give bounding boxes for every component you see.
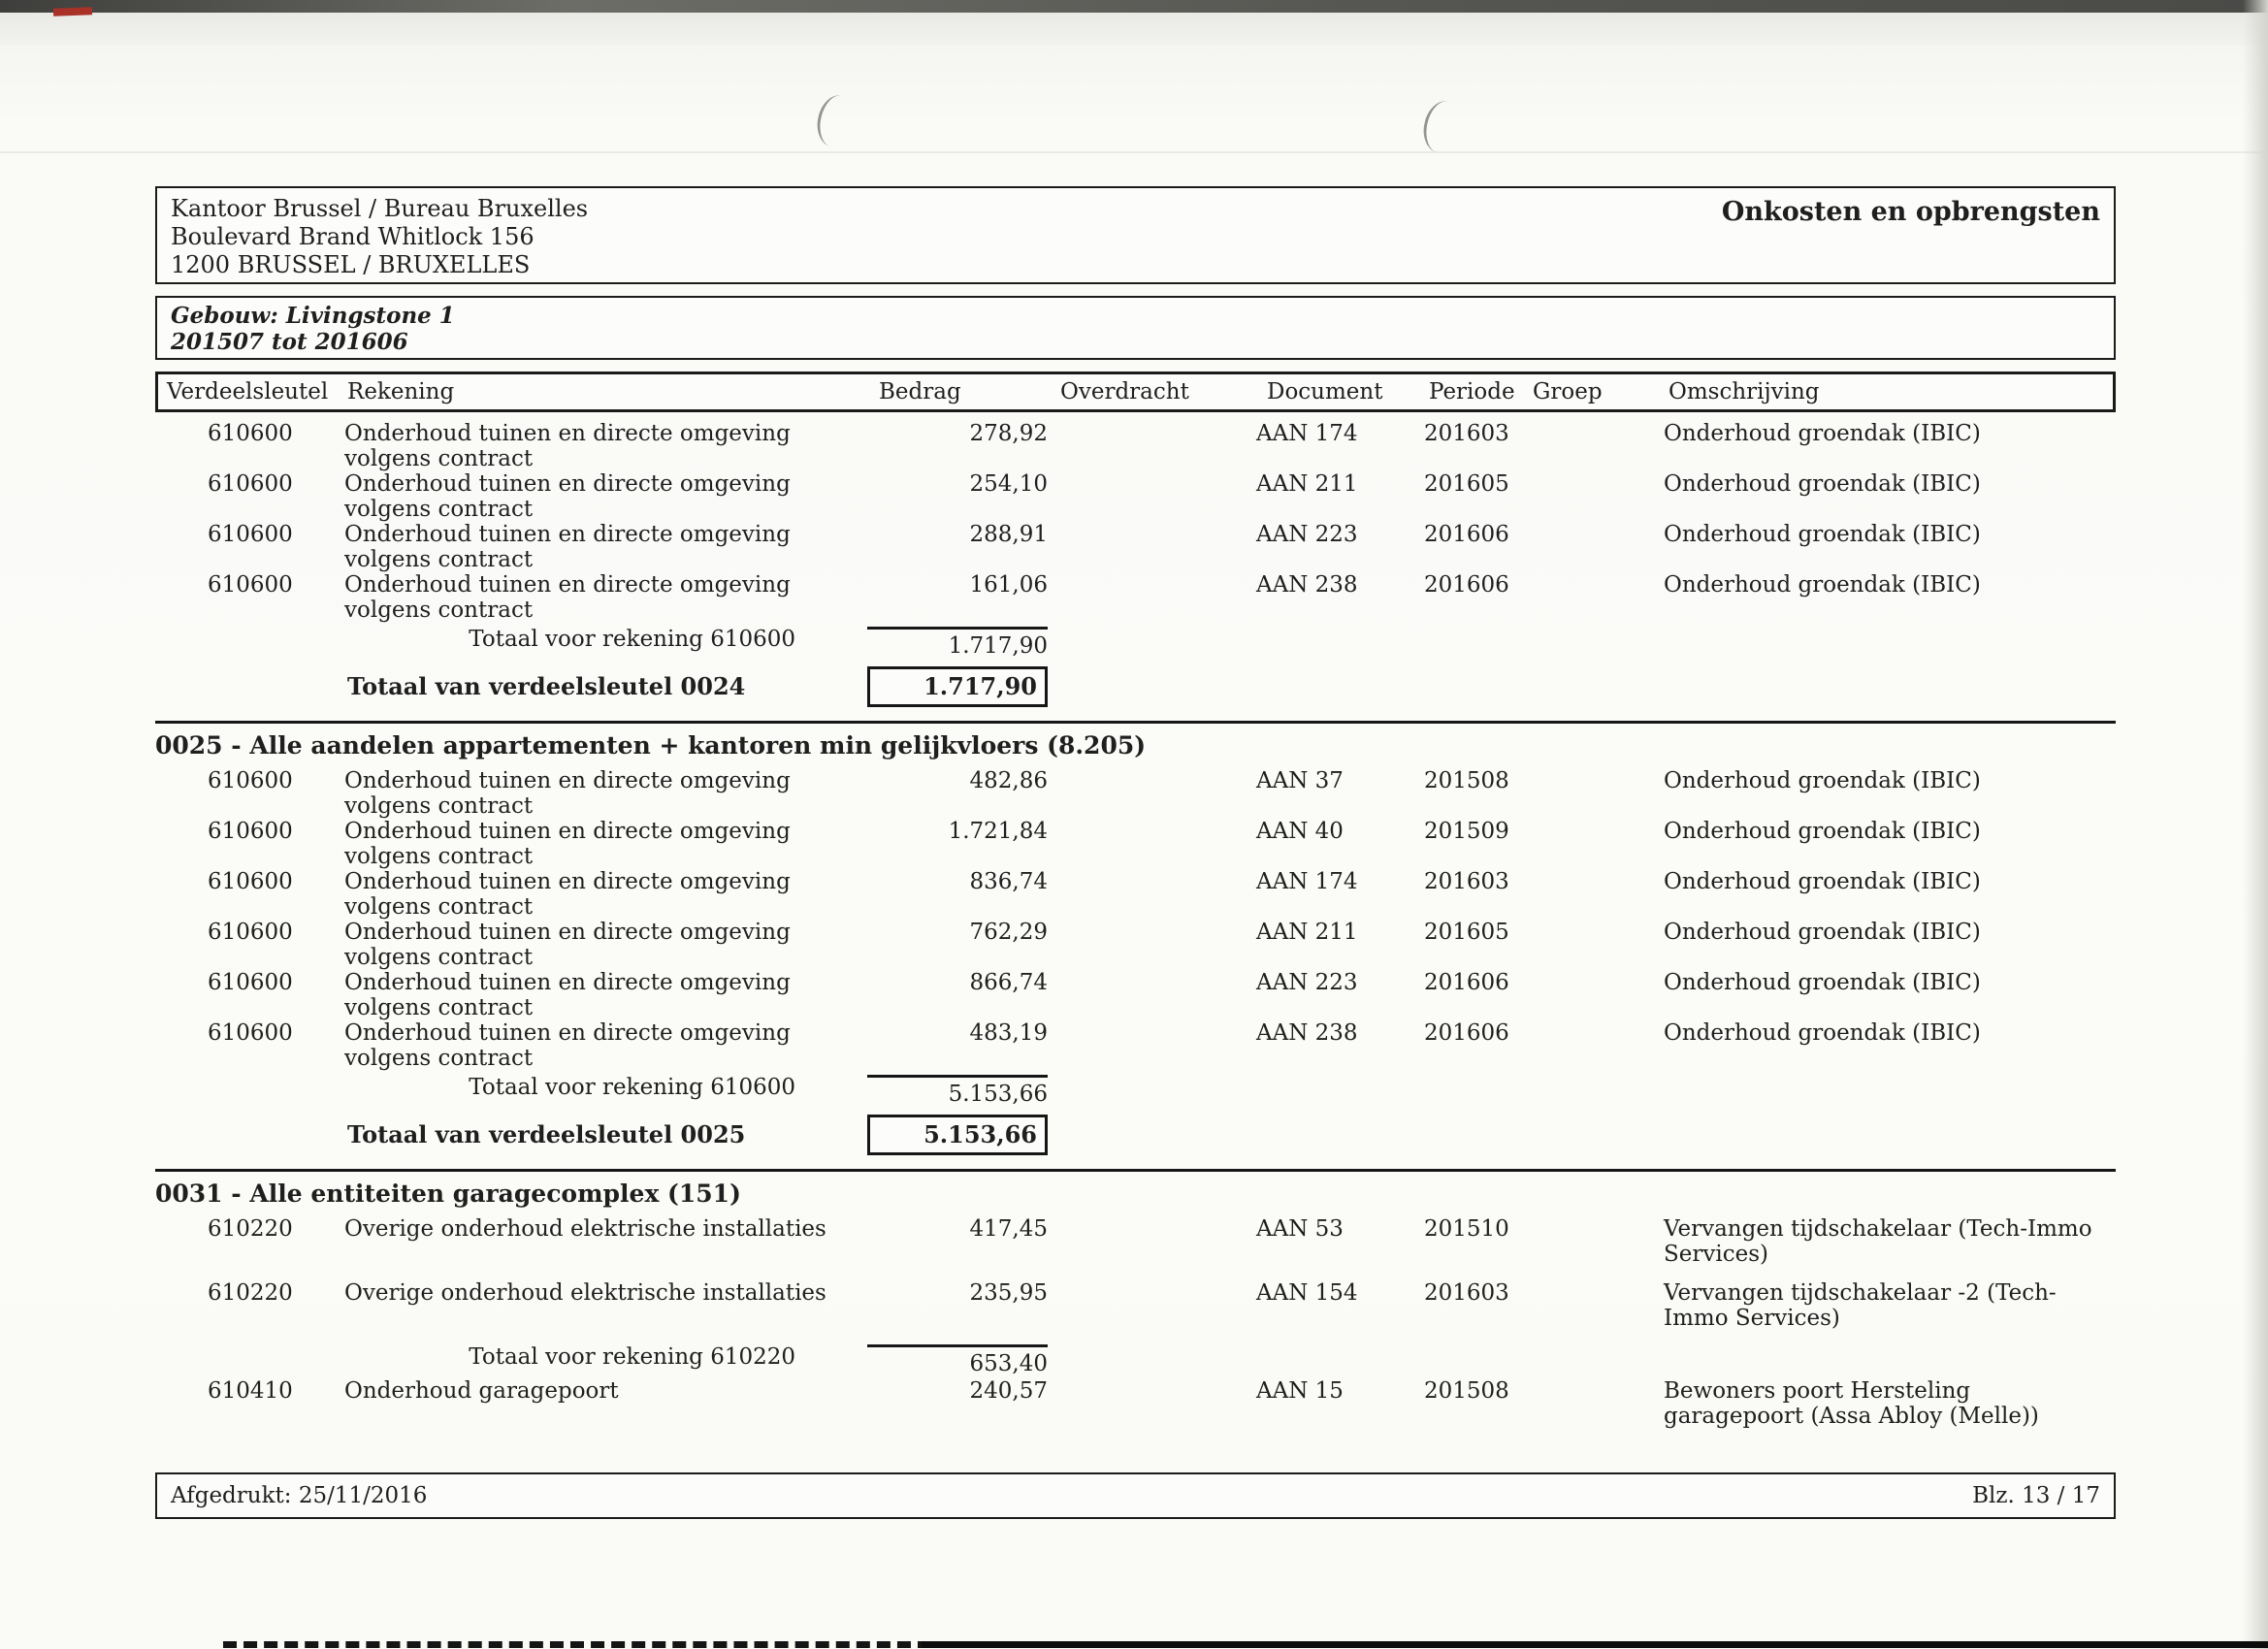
column-header-rekening: Rekening bbox=[347, 379, 455, 404]
table-row bbox=[155, 572, 2116, 623]
building-name: Gebouw: Livingstone 1 bbox=[171, 303, 455, 329]
cell-groep bbox=[1528, 471, 1659, 522]
cell-verdeelsleutel: 610600 bbox=[208, 970, 293, 995]
cell-bedrag: 254,10 bbox=[969, 471, 1048, 497]
cell-verdeelsleutel: 610600 bbox=[208, 819, 293, 844]
cell-rekening: Onderhoud tuinen en directe omgeving volgens contract bbox=[344, 970, 791, 1020]
total-label: Totaal van verdeelsleutel 0024 bbox=[347, 672, 746, 700]
cell-omschrijving: Onderhoud groendak (IBIC) bbox=[1664, 970, 1981, 995]
office-name: Kantoor Brussel / Bureau Bruxelles bbox=[171, 195, 589, 222]
cell-periode: 201606 bbox=[1424, 522, 1509, 547]
total-amount-box: 1.717,90 bbox=[867, 666, 1048, 707]
binder-curve-mark bbox=[813, 92, 860, 151]
cell-groep bbox=[1528, 1020, 1659, 1071]
cell-periode: 201606 bbox=[1424, 970, 1509, 995]
cell-document: AAN 238 bbox=[1256, 1020, 1358, 1046]
cell-rekening: Onderhoud tuinen en directe omgeving volgens contract bbox=[344, 920, 791, 970]
cell-omschrijving: Onderhoud groendak (IBIC) bbox=[1664, 819, 1981, 844]
cell-overdracht bbox=[1048, 522, 1251, 572]
section-separator bbox=[155, 1169, 2116, 1172]
cell-overdracht bbox=[1048, 768, 1251, 819]
cell-rekening: Onderhoud tuinen en directe omgeving volgens contract bbox=[344, 471, 791, 522]
cell-bedrag: 836,74 bbox=[969, 869, 1048, 894]
cell-bedrag: 762,29 bbox=[969, 920, 1048, 945]
cell-periode: 201606 bbox=[1424, 572, 1509, 598]
cell-omschrijving: Onderhoud groendak (IBIC) bbox=[1664, 1020, 1981, 1046]
subtotal-row bbox=[155, 627, 2116, 659]
column-header-overdracht: Overdracht bbox=[1060, 379, 1189, 404]
section-title: 0031 - Alle entiteiten garagecomplex (151) bbox=[155, 1180, 741, 1208]
cell-document: AAN 211 bbox=[1256, 471, 1358, 497]
section-title: 0025 - Alle aandelen appartementen + kantoren min gelijkvloers (8.205) bbox=[155, 731, 1147, 760]
cell-bedrag: 866,74 bbox=[969, 970, 1048, 995]
table-row bbox=[155, 970, 2116, 1020]
cell-overdracht bbox=[1048, 869, 1251, 920]
cell-groep bbox=[1528, 572, 1659, 623]
cell-periode: 201510 bbox=[1424, 1216, 1509, 1242]
cell-bedrag: 240,57 bbox=[969, 1378, 1048, 1404]
subtotal-label: Totaal voor rekening 610220 bbox=[469, 1344, 795, 1370]
cell-verdeelsleutel: 610600 bbox=[208, 572, 293, 598]
cell-groep bbox=[1528, 920, 1659, 970]
cell-rekening: Overige onderhoud elektrische installaties bbox=[344, 1280, 826, 1306]
table-row bbox=[155, 1280, 2116, 1331]
cell-groep bbox=[1528, 869, 1659, 920]
cell-omschrijving: Onderhoud groendak (IBIC) bbox=[1664, 522, 1981, 547]
subtotal-amount: 653,40 bbox=[867, 1344, 1048, 1376]
cell-omschrijving: Onderhoud groendak (IBIC) bbox=[1664, 768, 1981, 793]
table-section bbox=[155, 721, 2116, 1155]
cell-omschrijving: Vervangen tijdschakelaar (Tech-Immo Services) bbox=[1664, 1216, 2092, 1267]
cell-rekening: Onderhoud tuinen en directe omgeving volgens contract bbox=[344, 1020, 791, 1071]
cell-bedrag: 1.721,84 bbox=[948, 819, 1048, 844]
table-row bbox=[155, 768, 2116, 819]
cell-periode: 201603 bbox=[1424, 869, 1509, 894]
cell-document: AAN 238 bbox=[1256, 572, 1358, 598]
table-row bbox=[155, 1216, 2116, 1267]
cell-overdracht bbox=[1048, 819, 1251, 869]
paper-right-edge-shadow bbox=[2243, 0, 2268, 1649]
cell-periode: 201603 bbox=[1424, 421, 1509, 446]
cell-groep bbox=[1528, 421, 1659, 471]
cell-document: AAN 53 bbox=[1256, 1216, 1344, 1242]
subtotal-amount: 5.153,66 bbox=[867, 1075, 1048, 1107]
column-header-groep: Groep bbox=[1533, 379, 1603, 404]
cell-periode: 201605 bbox=[1424, 920, 1509, 945]
subtotal-row bbox=[155, 1344, 2116, 1376]
cell-bedrag: 235,95 bbox=[969, 1280, 1048, 1306]
cell-document: AAN 223 bbox=[1256, 522, 1358, 547]
column-header-omschrijving: Omschrijving bbox=[1669, 379, 1820, 404]
cell-rekening: Onderhoud tuinen en directe omgeving volgens contract bbox=[344, 522, 791, 572]
cell-overdracht bbox=[1048, 970, 1251, 1020]
cell-verdeelsleutel: 610600 bbox=[208, 522, 293, 547]
scanner-bottom-dashed-edge bbox=[223, 1641, 931, 1648]
cell-verdeelsleutel: 610600 bbox=[208, 869, 293, 894]
cell-rekening: Onderhoud tuinen en directe omgeving volgens contract bbox=[344, 819, 791, 869]
cell-document: AAN 15 bbox=[1256, 1378, 1344, 1404]
cell-document: AAN 174 bbox=[1256, 869, 1358, 894]
column-header-bedrag: Bedrag bbox=[879, 379, 961, 404]
table-row bbox=[155, 471, 2116, 522]
total-row bbox=[155, 1115, 2116, 1155]
cell-bedrag: 288,91 bbox=[969, 522, 1048, 547]
table-row bbox=[155, 920, 2116, 970]
cell-overdracht bbox=[1048, 1216, 1251, 1267]
red-pen-mark bbox=[53, 7, 92, 16]
cell-verdeelsleutel: 610410 bbox=[208, 1378, 293, 1404]
cell-document: AAN 174 bbox=[1256, 421, 1358, 446]
cell-periode: 201508 bbox=[1424, 1378, 1509, 1404]
table-header-row bbox=[155, 372, 2116, 412]
cell-omschrijving: Onderhoud groendak (IBIC) bbox=[1664, 421, 1981, 446]
section-separator bbox=[155, 721, 2116, 724]
expenses-table bbox=[155, 372, 2116, 1442]
subtotal-row bbox=[155, 1075, 2116, 1107]
office-header-box bbox=[155, 186, 2116, 284]
cell-overdracht bbox=[1048, 471, 1251, 522]
cell-document: AAN 223 bbox=[1256, 970, 1358, 995]
table-row bbox=[155, 1020, 2116, 1071]
table-body bbox=[155, 412, 2116, 1429]
cell-rekening: Onderhoud tuinen en directe omgeving volgens contract bbox=[344, 421, 791, 471]
cell-document: AAN 37 bbox=[1256, 768, 1344, 793]
cell-rekening: Onderhoud garagepoort bbox=[344, 1378, 619, 1404]
cell-groep bbox=[1528, 1378, 1659, 1429]
cell-bedrag: 417,45 bbox=[969, 1216, 1048, 1242]
office-city: 1200 BRUSSEL / BRUXELLES bbox=[171, 251, 531, 278]
scanner-edge-strip bbox=[0, 0, 2268, 13]
cell-groep bbox=[1528, 1216, 1659, 1267]
subtotal-amount: 1.717,90 bbox=[867, 627, 1048, 659]
subtotal-label: Totaal voor rekening 610600 bbox=[469, 1075, 795, 1100]
cell-verdeelsleutel: 610600 bbox=[208, 471, 293, 497]
cell-overdracht bbox=[1048, 920, 1251, 970]
cell-bedrag: 483,19 bbox=[969, 1020, 1048, 1046]
cell-verdeelsleutel: 610220 bbox=[208, 1216, 293, 1242]
cell-periode: 201603 bbox=[1424, 1280, 1509, 1306]
cell-omschrijving: Vervangen tijdschakelaar -2 (Tech-Immo Services) bbox=[1664, 1280, 2057, 1331]
cell-omschrijving: Onderhoud groendak (IBIC) bbox=[1664, 572, 1981, 598]
table-section bbox=[155, 421, 2116, 707]
cell-bedrag: 161,06 bbox=[969, 572, 1048, 598]
binder-curve-mark bbox=[1419, 98, 1467, 157]
cell-overdracht bbox=[1048, 572, 1251, 623]
cell-periode: 201509 bbox=[1424, 819, 1509, 844]
table-row bbox=[155, 421, 2116, 471]
total-amount-box: 5.153,66 bbox=[867, 1115, 1048, 1155]
subtotal-label: Totaal voor rekening 610600 bbox=[469, 627, 795, 652]
total-label: Totaal van verdeelsleutel 0025 bbox=[347, 1120, 746, 1148]
scan-faint-line bbox=[0, 151, 2268, 153]
table-row bbox=[155, 1378, 2116, 1429]
cell-omschrijving: Onderhoud groendak (IBIC) bbox=[1664, 869, 1981, 894]
cell-rekening: Onderhoud tuinen en directe omgeving volgens contract bbox=[344, 572, 791, 623]
cell-omschrijving: Bewoners poort Hersteling garagepoort (Assa Abloy (Melle)) bbox=[1664, 1378, 2039, 1429]
cell-overdracht bbox=[1048, 421, 1251, 471]
page-number: Blz. 13 / 17 bbox=[1972, 1483, 2100, 1508]
cell-rekening: Onderhoud tuinen en directe omgeving volgens contract bbox=[344, 869, 791, 920]
cell-document: AAN 40 bbox=[1256, 819, 1344, 844]
report-title: Onkosten en opbrengsten bbox=[1721, 197, 2100, 227]
cell-groep bbox=[1528, 1280, 1659, 1331]
cell-groep bbox=[1528, 522, 1659, 572]
cell-periode: 201605 bbox=[1424, 471, 1509, 497]
cell-verdeelsleutel: 610600 bbox=[208, 768, 293, 793]
cell-rekening: Onderhoud tuinen en directe omgeving volgens contract bbox=[344, 768, 791, 819]
cell-verdeelsleutel: 610220 bbox=[208, 1280, 293, 1306]
cell-groep bbox=[1528, 819, 1659, 869]
table-row bbox=[155, 819, 2116, 869]
cell-document: AAN 211 bbox=[1256, 920, 1358, 945]
table-section bbox=[155, 1169, 2116, 1429]
footer-box bbox=[155, 1472, 2116, 1519]
cell-verdeelsleutel: 610600 bbox=[208, 421, 293, 446]
total-row bbox=[155, 666, 2116, 707]
scanner-bottom-edge bbox=[922, 1641, 2268, 1648]
cell-periode: 201508 bbox=[1424, 768, 1509, 793]
table-row bbox=[155, 522, 2116, 572]
column-header-periode: Periode bbox=[1429, 379, 1515, 404]
scan-shadow-band bbox=[0, 13, 2268, 46]
cell-groep bbox=[1528, 768, 1659, 819]
cell-periode: 201606 bbox=[1424, 1020, 1509, 1046]
cell-overdracht bbox=[1048, 1378, 1251, 1429]
cell-bedrag: 482,86 bbox=[969, 768, 1048, 793]
cell-overdracht bbox=[1048, 1280, 1251, 1331]
cell-rekening: Overige onderhoud elektrische installaties bbox=[344, 1216, 826, 1242]
column-header-verdeelsleutel: Verdeelsleutel bbox=[167, 379, 329, 404]
table-row bbox=[155, 869, 2116, 920]
printed-date: Afgedrukt: 25/11/2016 bbox=[171, 1483, 428, 1508]
cell-groep bbox=[1528, 970, 1659, 1020]
cell-bedrag: 278,92 bbox=[969, 421, 1048, 446]
building-period: 201507 tot 201606 bbox=[171, 329, 408, 355]
cell-omschrijving: Onderhoud groendak (IBIC) bbox=[1664, 471, 1981, 497]
cell-verdeelsleutel: 610600 bbox=[208, 920, 293, 945]
cell-omschrijving: Onderhoud groendak (IBIC) bbox=[1664, 920, 1981, 945]
building-box bbox=[155, 296, 2116, 360]
office-street: Boulevard Brand Whitlock 156 bbox=[171, 223, 535, 250]
cell-document: AAN 154 bbox=[1256, 1280, 1358, 1306]
column-header-document: Document bbox=[1267, 379, 1383, 404]
cell-verdeelsleutel: 610600 bbox=[208, 1020, 293, 1046]
cell-overdracht bbox=[1048, 1020, 1251, 1071]
